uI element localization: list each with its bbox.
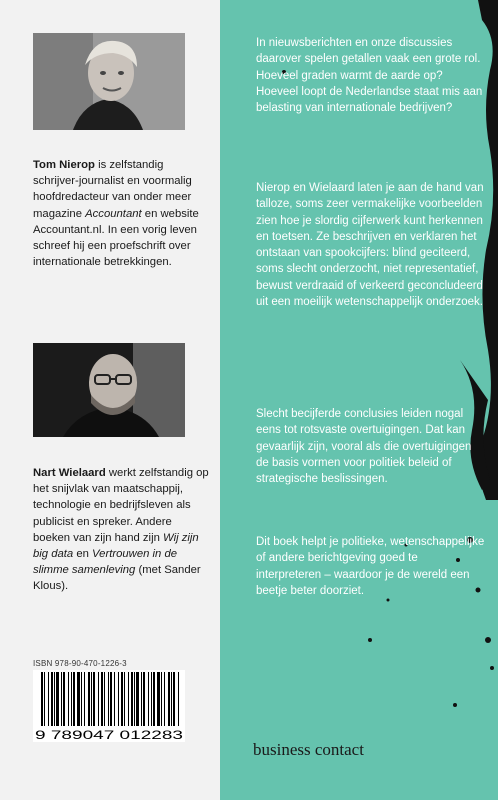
- portrait-icon: [33, 33, 185, 130]
- barcode-bar: [161, 672, 162, 726]
- barcode-bar: [91, 672, 92, 726]
- barcode-bar: [121, 672, 123, 726]
- barcode-digits: 9 789047 012283: [35, 728, 184, 742]
- back-cover-right-panel: [220, 0, 498, 800]
- author-photo-nart-wielaard: [33, 343, 185, 437]
- author-name: Tom Nierop: [33, 159, 95, 171]
- author-bio-tom-nierop: [33, 157, 211, 270]
- barcode-bar: [171, 672, 172, 726]
- back-cover-left-panel: [0, 0, 220, 800]
- barcode-bar: [68, 672, 69, 726]
- barcode-bar: [88, 672, 90, 726]
- barcode-bar: [56, 672, 59, 726]
- barcode-bar: [128, 672, 129, 726]
- author-bio-text: (met Sander Klous).: [33, 564, 201, 593]
- barcode-bar: [141, 672, 142, 726]
- barcode-bar: [134, 672, 135, 726]
- barcode-bar: [148, 672, 149, 726]
- book-title: Wij zijn big data: [33, 531, 199, 561]
- blurb-paragraph-1: In nieuwsberichten en onze discussies daarover spelen getallen vaak een grote rol. Hoeveel graden warmt de aarde op? Hoeveel loopt de Nederlandse staat mis aan belasting van internationale bedrijven?: [256, 37, 483, 115]
- barcode-bar: [136, 672, 139, 726]
- author-bio-text: werkt zelfstandig op het snijvlak van maatschappij, technologie en bedrijfsleven als publicist en spreker. Andere boeken van zijn hand zijn: [33, 467, 209, 544]
- barcode-bar: [110, 672, 112, 726]
- barcode-bar: [101, 672, 103, 726]
- blurb-paragraph-3: Slecht becijferde conclusies leiden nogal eens tot rotsvaste overtuigingen. Dat kan gevaarlijk zijn, vooral als die overtuigingen de basis vormen voor politiek beleid of strategische beslissingen.: [256, 408, 472, 486]
- barcode-bar: [118, 672, 119, 726]
- author-photo-tom-nierop: [33, 33, 185, 130]
- barcode-bar: [104, 672, 105, 726]
- barcode-bar: [63, 672, 65, 726]
- barcode-bar: [93, 672, 95, 726]
- barcode-bar: [81, 672, 82, 726]
- barcode-bar: [61, 672, 62, 726]
- publisher-logo: business contact: [253, 740, 364, 759]
- barcode-bar: [41, 672, 43, 726]
- barcode-bar: [131, 672, 133, 726]
- barcode-bar: [73, 672, 75, 726]
- barcode-bar: [51, 672, 53, 726]
- barcode-bar: [124, 672, 125, 726]
- barcode-bar: [48, 672, 49, 726]
- barcode: [33, 670, 185, 742]
- barcode-bar: [168, 672, 170, 726]
- blurb-paragraph-4: Dit boek helpt je politieke, wetenschappelijke of andere berichtgeving goed te interpreteren – waardoor je de wereld een beetje beter doorziet.: [256, 536, 485, 597]
- barcode-bar: [164, 672, 165, 726]
- barcode-bar: [108, 672, 109, 726]
- isbn-label: ISBN 978-90-470-1226-3: [33, 659, 127, 668]
- magazine-title: Accountant: [85, 207, 142, 220]
- author-name: Nart Wielaard: [33, 467, 106, 479]
- author-bio-nart-wielaard: [33, 465, 211, 595]
- barcode-bar: [114, 672, 115, 726]
- barcode-bar: [71, 672, 72, 726]
- barcode-bar: [151, 672, 152, 726]
- barcode-bar: [173, 672, 175, 726]
- author-bio-text: en website Accountant.nl. In een vorig leven schreef hij een proefschrift over internationale betrekkingen.: [33, 207, 199, 269]
- barcode-bar: [143, 672, 145, 726]
- barcode-bar: [77, 672, 80, 726]
- barcode-bar: [157, 672, 160, 726]
- barcode-bar: [44, 672, 45, 726]
- barcode-bar: [84, 672, 85, 726]
- author-bio-text: is zelfstandig schrijver-journalist en voormalig hoofdredacteur van onder meer magazine: [33, 159, 192, 220]
- barcode-bar: [178, 672, 179, 726]
- barcode-bar: [54, 672, 55, 726]
- portrait-icon: [33, 343, 185, 437]
- barcode-bar: [98, 672, 99, 726]
- barcode-bar: [153, 672, 155, 726]
- ink-brush-stroke: [220, 0, 498, 800]
- book-title: Vertrouwen in de slimme samenleving: [33, 548, 178, 577]
- author-bio-text: en: [73, 548, 93, 561]
- blurb-paragraph-2: Nierop en Wielaard laten je aan de hand van talloze, soms zeer vermakelijke voorbeelden zien hoe je slordig cijferwerk kunt herkennen en toetsen. Ze beschrijven en verklaren het ontstaan van spookcijfers: blind geciteerd, soms slecht onderzocht, niet representatief, bewust verdraaid of verkeerd geconcludeerd uit een moeilijk wetenschappelijk onderzoek.: [256, 182, 484, 309]
